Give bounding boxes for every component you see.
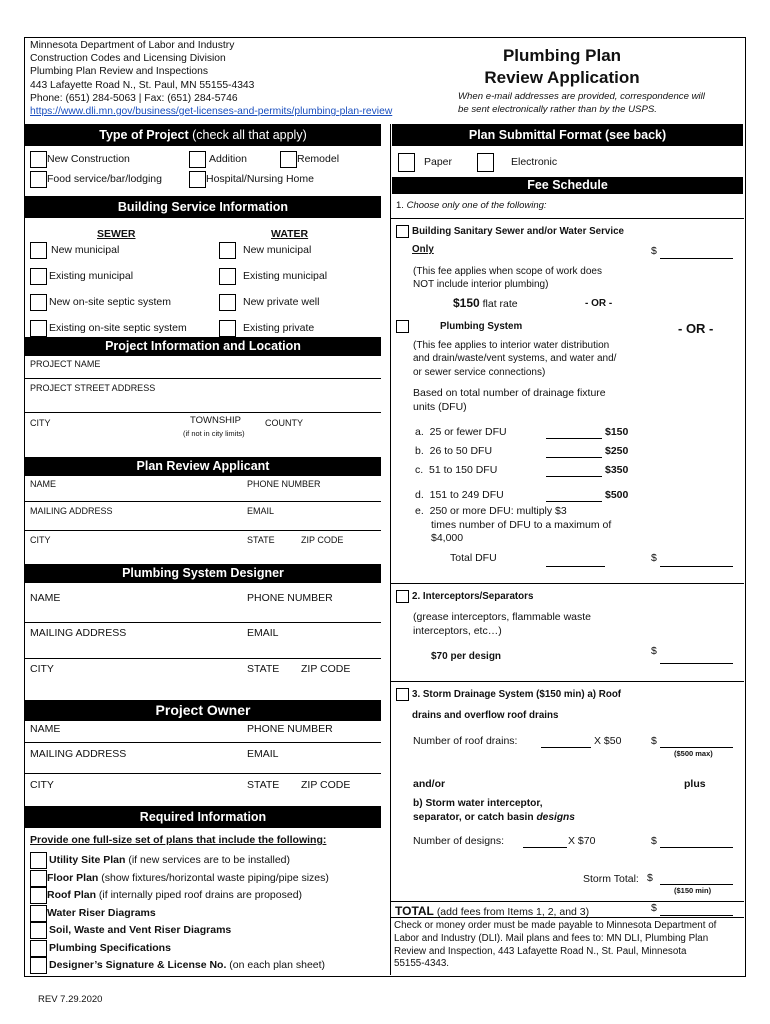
- item-bold: Roof Plan: [47, 889, 96, 901]
- tier-b-line[interactable]: [546, 457, 602, 458]
- total-fee-line[interactable]: [660, 915, 733, 916]
- designer-heading: Plumbing System Designer: [25, 564, 381, 583]
- revision-label: REV 7.29.2020: [38, 994, 103, 1005]
- instruction-text: Choose only one of the following:: [406, 200, 547, 211]
- checkbox-food-service[interactable]: [30, 171, 47, 188]
- roof-drains-label: Number of roof drains:: [413, 735, 518, 747]
- item-bold: Designer’s Signature & License No.: [49, 959, 227, 971]
- designer-mailing-label: MAILING ADDRESS: [30, 627, 127, 639]
- section-divider: [390, 901, 744, 902]
- required-info-heading: Required Information: [25, 806, 381, 828]
- checkbox-water-existing-private[interactable]: [219, 320, 236, 337]
- flat-label: flat rate: [482, 298, 518, 310]
- plumbing-note: [413, 339, 616, 379]
- building-service-heading: Building Service Information: [25, 196, 381, 218]
- note-line: Based on total number of drainage fixture: [413, 387, 606, 399]
- owner-mailing-label: MAILING ADDRESS: [30, 748, 127, 760]
- field-divider: [25, 530, 381, 531]
- checkbox-utility-site-plan[interactable]: [30, 852, 47, 869]
- agency-line: Construction Codes and Licensing Division: [30, 53, 226, 65]
- owner-heading: Project Owner: [25, 700, 381, 721]
- note-line: NOT include interior plumbing): [413, 279, 549, 290]
- sewer-heading: SEWER: [97, 228, 136, 240]
- note-line: (grease interceptors, flammable waste: [413, 611, 591, 623]
- tier-desc: $4,000: [431, 532, 464, 544]
- form-title-line1: Plumbing Plan: [502, 46, 622, 65]
- project-city-label: CITY: [30, 418, 51, 428]
- applicant-name-label: NAME: [30, 479, 57, 489]
- note-line: separator, or catch basin: [413, 812, 534, 823]
- max500-note: ($500 max): [674, 749, 713, 758]
- email-note-line: be sent electronically rather than by the USPS.: [458, 103, 657, 115]
- fee-choose-instruction: [396, 200, 547, 211]
- submittal-paper-label: Paper: [424, 156, 453, 168]
- sanitary-only: Only: [412, 244, 434, 255]
- applicant-phone-label: PHONE NUMBER: [247, 479, 321, 489]
- water-heading: WATER: [271, 228, 309, 240]
- agency-url-link[interactable]: https://www.dli.mn.gov/business/get-licenses-and-permits/plumbing-plan-review: [30, 106, 393, 118]
- or-separator-small: - OR -: [585, 298, 613, 309]
- option-label: Addition: [209, 153, 247, 165]
- form-title-line2: Review Application: [484, 68, 640, 87]
- checkbox-water-new-municipal[interactable]: [219, 242, 236, 259]
- agency-line: Plumbing Plan Review and Inspections: [30, 66, 209, 78]
- andor-label: and/or: [413, 778, 446, 790]
- item-bold: Floor Plan: [47, 872, 99, 884]
- tier-d-price: $500: [605, 489, 629, 501]
- tier-desc: 26 to 50 DFU: [429, 445, 493, 457]
- checkbox-water-new-well[interactable]: [219, 294, 236, 311]
- owner-state-label: STATE: [247, 779, 280, 791]
- dfu-basis: [413, 386, 606, 414]
- tier-a-price: $150: [605, 426, 629, 438]
- total-dfu-dollar: $: [651, 552, 657, 564]
- applicant-state-label: STATE: [247, 535, 275, 545]
- section-divider: [390, 681, 744, 682]
- min150-note: ($150 min): [674, 886, 712, 895]
- county-label: COUNTY: [265, 418, 303, 428]
- field-divider: [25, 412, 381, 413]
- item-bold: Utility Site Plan: [49, 854, 126, 866]
- type-of-project-heading: [25, 124, 381, 146]
- roof-fee-line[interactable]: [660, 747, 733, 748]
- checkbox-water-riser[interactable]: [30, 905, 47, 922]
- sanitary-note: [413, 265, 602, 291]
- option-label: Food service/bar/lodging: [47, 173, 162, 185]
- checkbox-specifications[interactable]: [30, 940, 47, 957]
- option-label: Remodel: [297, 153, 340, 165]
- note-line: Review and Inspection, 443 Lafayette Road N., St. Paul, Minnesota: [394, 945, 687, 957]
- note-line: b) Storm water interceptor,: [413, 798, 543, 809]
- plumbing-fee-line[interactable]: [660, 566, 733, 567]
- field-divider: [25, 501, 381, 502]
- sanitary-title: Building Sanitary Sewer and/or Water Service: [412, 226, 624, 237]
- checkbox-electronic[interactable]: [477, 153, 494, 172]
- sanitary-dollar: $: [651, 245, 657, 257]
- project-name-label: PROJECT NAME: [30, 359, 101, 369]
- item-note: (if new services are to be installed): [125, 854, 291, 866]
- note-line: and drain/waste/vent systems, and water and/: [413, 353, 617, 365]
- checkbox-paper[interactable]: [398, 153, 415, 172]
- note-line: interceptors, etc…): [413, 625, 502, 637]
- note-line: Labor and Industry (DLI). Mail plans and fees to: MN DLI, Plumbing Plan: [394, 932, 709, 944]
- section-divider: [390, 218, 744, 219]
- designer-name-label: NAME: [30, 592, 61, 604]
- required-item: [47, 872, 329, 884]
- checkbox-soil-waste-vent[interactable]: [30, 922, 47, 939]
- x70-label: X $70: [568, 835, 596, 847]
- storm-title: 3. Storm Drainage System ($150 min) a) Roof: [412, 689, 622, 700]
- designer-state-label: STATE: [247, 663, 280, 675]
- applicant-city-label: CITY: [30, 535, 51, 545]
- tier-e: [415, 505, 611, 546]
- checkbox-roof-plan[interactable]: [30, 887, 47, 904]
- checkbox-floor-plan[interactable]: [30, 870, 47, 887]
- checkbox-water-existing-municipal[interactable]: [219, 268, 236, 285]
- total-dollar: $: [651, 902, 657, 914]
- required-item: [47, 889, 302, 901]
- tier-a-line[interactable]: [546, 438, 602, 439]
- note-line: (This fee applies to interior water distribution: [413, 340, 610, 351]
- checkbox-sewer-existing-septic[interactable]: [30, 320, 47, 337]
- tier-desc: 51 to 150 DFU: [429, 464, 498, 476]
- submittal-heading: Plan Submittal Format (see back): [392, 124, 743, 146]
- flat-rate: [453, 296, 518, 310]
- grand-total: [395, 904, 589, 918]
- plus-label: plus: [684, 778, 706, 790]
- required-intro: Provide one full-size set of plans that include the following:: [30, 834, 327, 846]
- option-label: New private well: [243, 296, 320, 308]
- checkbox-sewer-new-septic[interactable]: [30, 294, 47, 311]
- agency-line: Minnesota Department of Labor and Industry: [30, 40, 235, 51]
- agency-block: [30, 39, 392, 118]
- item-note: (show fixtures/horizontal waste piping/pipe sizes): [98, 872, 329, 884]
- designer-zip-label: ZIP CODE: [301, 663, 351, 675]
- option-label: Existing municipal: [49, 270, 134, 282]
- required-item: [49, 959, 325, 971]
- total-dfu-label: Total DFU: [450, 552, 497, 564]
- option-label: Existing on-site septic system: [49, 322, 187, 334]
- tier-c-price: $350: [605, 464, 629, 476]
- interceptors-note: [413, 610, 591, 638]
- checkbox-new-construction[interactable]: [30, 151, 47, 168]
- interceptors-dollar: $: [651, 645, 657, 657]
- plumbing-system-title: Plumbing System: [440, 321, 523, 332]
- designer-phone-label: PHONE NUMBER: [247, 592, 333, 604]
- section-divider: [390, 583, 744, 584]
- option-label: New Construction: [47, 153, 130, 165]
- option-label: New municipal: [51, 244, 120, 256]
- agency-line: 443 Lafayette Road N., St. Paul, MN 55155-4343: [30, 79, 255, 91]
- owner-phone-label: PHONE NUMBER: [247, 723, 333, 735]
- tier-desc: 250 or more DFU: multiply $3: [429, 505, 567, 517]
- applicant-email-label: EMAIL: [247, 506, 275, 516]
- checkbox-remodel[interactable]: [280, 151, 297, 168]
- project-info-heading: Project Information and Location: [25, 337, 381, 356]
- payment-instructions: [394, 920, 716, 971]
- tier-desc: 25 or fewer DFU: [429, 426, 507, 438]
- tier-letter: a.: [415, 426, 424, 438]
- field-divider: [25, 378, 381, 379]
- owner-email-label: EMAIL: [247, 748, 279, 760]
- tier-c-line[interactable]: [546, 476, 602, 477]
- x50-label: X $50: [594, 735, 622, 747]
- email-note-line: When e-mail addresses are provided, correspondence will: [458, 91, 705, 102]
- project-street-label: PROJECT STREET ADDRESS: [30, 383, 156, 393]
- field-divider: [25, 742, 381, 743]
- note-line: 55155-4343.: [394, 958, 450, 970]
- note-line: Check or money order must be made payable to Minnesota Department of: [394, 920, 717, 931]
- owner-city-label: CITY: [30, 779, 54, 791]
- option-label: Existing private: [243, 322, 315, 334]
- required-item: Soil, Waste and Vent Riser Diagrams: [49, 924, 232, 936]
- roof-dollar: $: [651, 735, 657, 747]
- or-separator-big: - OR -: [678, 321, 714, 336]
- note-line: (This fee applies when scope of work does: [413, 266, 602, 277]
- township-note: (if not in city limits): [183, 429, 245, 438]
- field-divider: [25, 658, 381, 659]
- interceptors-fee-line[interactable]: [660, 663, 733, 664]
- tier-desc: 151 to 249 DFU: [429, 489, 504, 501]
- checkbox-designer-signature[interactable]: [30, 957, 47, 974]
- num-designs-label: Number of designs:: [413, 835, 505, 847]
- checkbox-addition[interactable]: [189, 151, 206, 168]
- storm-b: [413, 797, 575, 825]
- note-line: or sewer service connections): [413, 366, 546, 378]
- option-label: New municipal: [243, 244, 312, 256]
- sanitary-fee-line[interactable]: [660, 258, 733, 259]
- roof-drains-line[interactable]: [541, 747, 591, 748]
- column-divider: [390, 124, 391, 975]
- total-label: TOTAL: [395, 904, 434, 918]
- required-item: [49, 854, 290, 866]
- tier-a-label: [415, 426, 507, 438]
- field-divider: [25, 773, 381, 774]
- designs-dollar: $: [651, 835, 657, 847]
- note-italic: designs: [536, 812, 575, 823]
- designer-email-label: EMAIL: [247, 627, 279, 639]
- township-label: TOWNSHIP: [190, 415, 242, 426]
- option-label: New on-site septic system: [49, 296, 171, 308]
- owner-name-label: NAME: [30, 723, 61, 735]
- required-item: Water Riser Diagrams: [47, 907, 156, 919]
- required-item: Plumbing Specifications: [49, 942, 171, 954]
- tier-b-label: [415, 445, 492, 457]
- tier-letter: c.: [415, 464, 424, 476]
- tier-b-price: $250: [605, 445, 629, 457]
- tier-letter: b.: [415, 445, 424, 457]
- owner-zip-label: ZIP CODE: [301, 779, 351, 791]
- per-design-fee: $70 per design: [431, 651, 502, 662]
- flat-amount: $150: [453, 296, 480, 310]
- applicant-heading: Plan Review Applicant: [25, 457, 381, 476]
- fee-schedule-heading: Fee Schedule: [392, 177, 743, 194]
- checkbox-interceptors[interactable]: [396, 590, 409, 603]
- section-divider: [390, 917, 744, 918]
- checkbox-sanitary-sewer[interactable]: [396, 225, 409, 238]
- applicant-zip-label: ZIP CODE: [301, 535, 344, 545]
- tier-desc: times number of DFU to a maximum of: [431, 518, 612, 531]
- option-label: Existing municipal: [243, 270, 328, 282]
- item-number: 1.: [396, 200, 404, 211]
- designer-city-label: CITY: [30, 663, 54, 675]
- checkbox-sewer-new-municipal[interactable]: [30, 242, 47, 259]
- tier-d-line[interactable]: [546, 501, 602, 502]
- item-note: (on each plan sheet): [226, 959, 326, 971]
- num-designs-line[interactable]: [523, 847, 567, 848]
- tier-d-label: [415, 489, 504, 501]
- storm-total-dollar: $: [647, 872, 653, 884]
- option-label: Hospital/Nursing Home: [206, 173, 314, 185]
- checkbox-plumbing-system[interactable]: [396, 320, 409, 333]
- note-line: units (DFU): [413, 401, 467, 413]
- tier-letter: d.: [415, 489, 424, 501]
- total-dfu-line[interactable]: [546, 566, 605, 567]
- heading-note: (check all that apply): [192, 128, 307, 142]
- item-note: (if internally piped roof drains are proposed): [96, 889, 303, 901]
- interceptors-title: 2. Interceptors/Separators: [412, 591, 534, 602]
- storm-title-cont: drains and overflow roof drains: [412, 710, 559, 721]
- tier-letter: e.: [415, 505, 424, 517]
- email-note: [458, 91, 705, 116]
- checkbox-hospital[interactable]: [189, 171, 206, 188]
- submittal-electronic-label: Electronic: [511, 156, 558, 168]
- applicant-mailing-label: MAILING ADDRESS: [30, 506, 113, 516]
- checkbox-storm-drainage[interactable]: [396, 688, 409, 701]
- agency-line: Phone: (651) 284-5063 | Fax: (651) 284-5746: [30, 92, 238, 104]
- heading-text: Type of Project: [99, 128, 189, 142]
- tier-c-label: [415, 464, 497, 476]
- field-divider: [25, 622, 381, 623]
- total-note: (add fees from Items 1, 2, and 3): [436, 906, 590, 918]
- storm-total-line[interactable]: [660, 884, 733, 885]
- storm-total-label: Storm Total:: [583, 873, 639, 885]
- checkbox-sewer-existing-municipal[interactable]: [30, 268, 47, 285]
- designs-fee-line[interactable]: [660, 847, 733, 848]
